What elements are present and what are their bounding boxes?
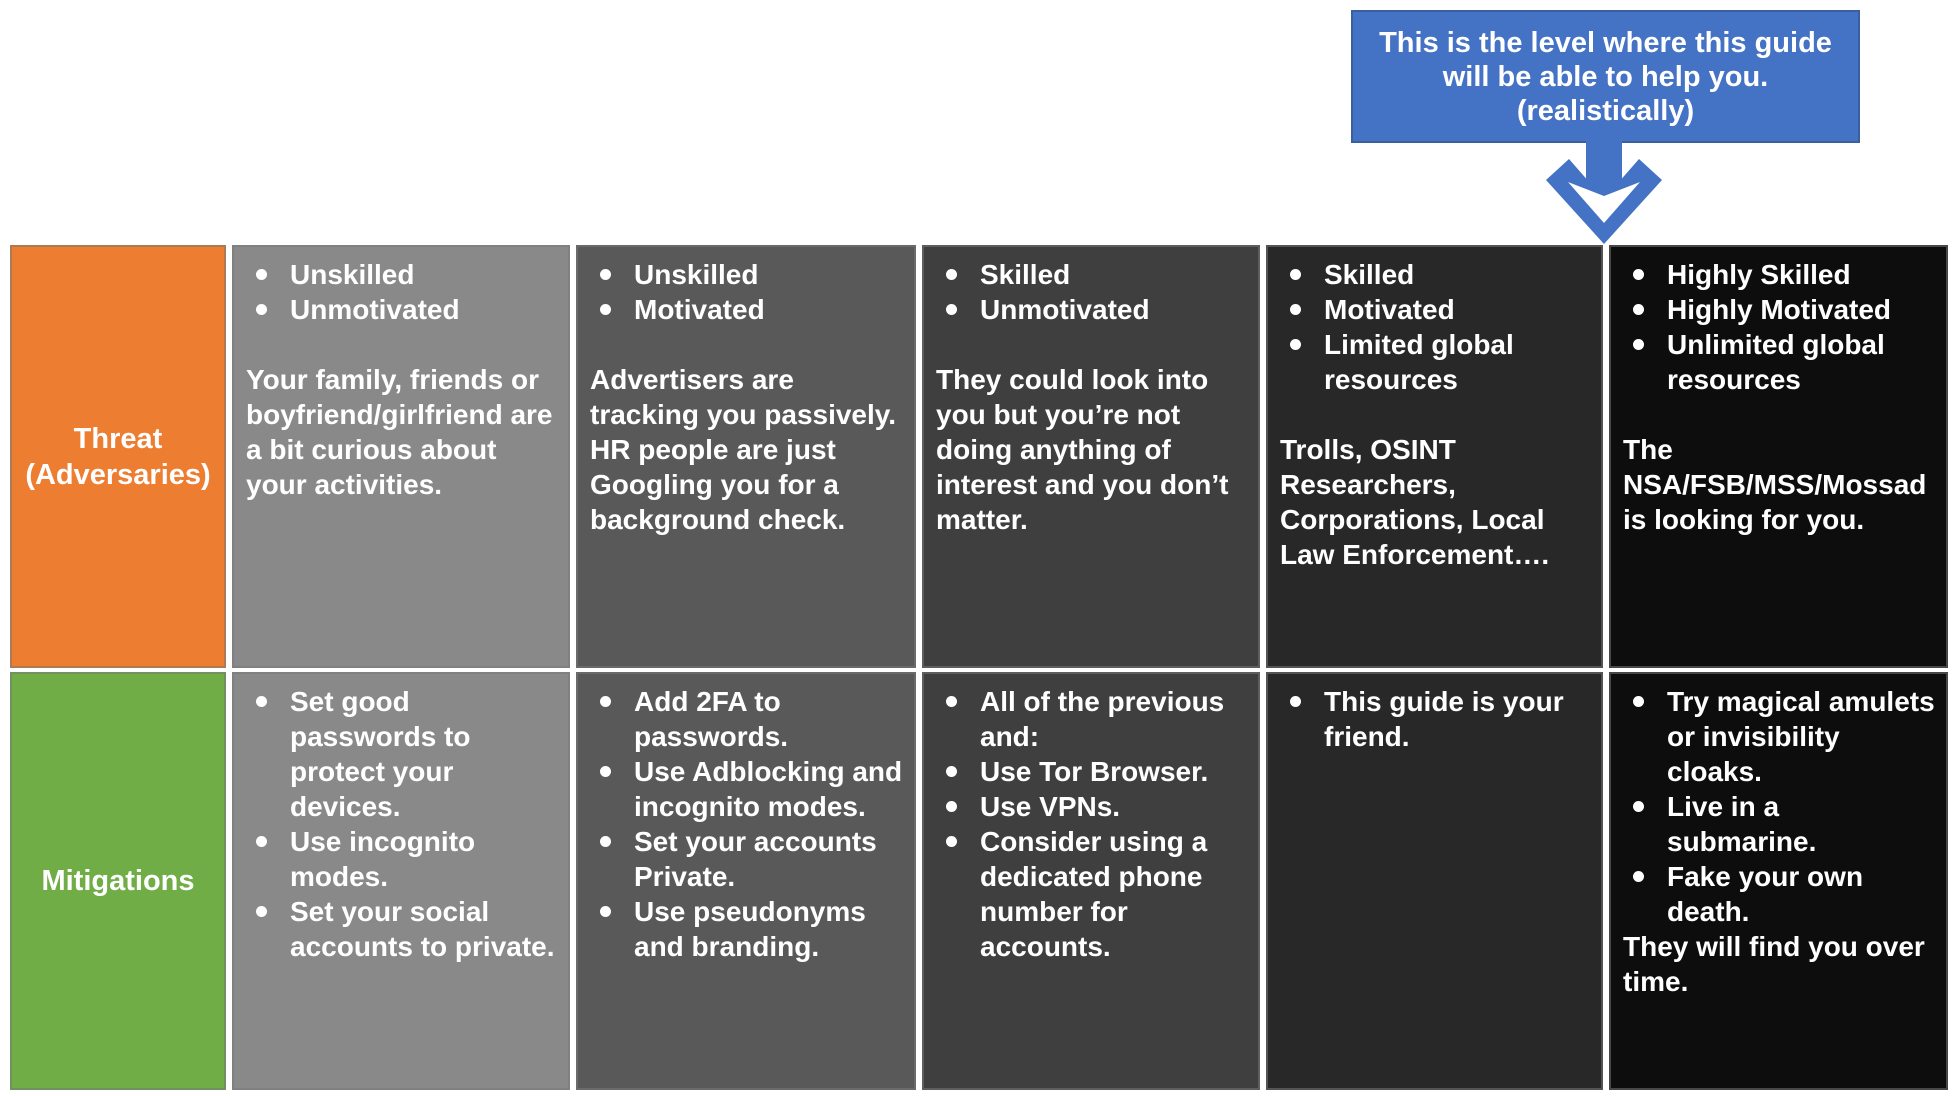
bullet-item: Unmotivated <box>936 292 1248 327</box>
callout-line-3: (realistically) <box>1516 94 1695 127</box>
bullet-item: Motivated <box>590 292 904 327</box>
bullet-item: Highly Motivated <box>1623 292 1936 327</box>
cell-paragraph: Your family, friends or boyfriend/girlfriend are a bit curious about your activities. <box>246 364 553 500</box>
mitigation-cell-level-1 <box>232 672 570 1090</box>
bullet-item: Skilled <box>936 257 1248 292</box>
threat-bullet-list-1 <box>246 257 558 327</box>
callout-box <box>1351 10 1860 143</box>
callout-line-2: will be able to help you. <box>1442 60 1769 93</box>
threat-bullet-list-3 <box>936 257 1248 327</box>
threat-cell-level-1 <box>232 245 570 668</box>
bullet-item: Use Tor Browser. <box>936 754 1248 789</box>
bullet-item: All of the previous and: <box>936 684 1248 754</box>
mitigation-bullet-list-2 <box>590 684 904 964</box>
down-arrow-icon <box>1538 141 1670 245</box>
mitigation-cell-level-5 <box>1609 672 1948 1090</box>
mitigation-bullet-list-1 <box>246 684 558 964</box>
mitigation-cell-level-3 <box>922 672 1260 1090</box>
threat-bullet-list-5 <box>1623 257 1936 397</box>
bullet-item: This guide is your friend. <box>1280 684 1591 754</box>
cell-paragraph: Trolls, OSINT Researchers, Corporations, Local Law Enforcement…. <box>1280 434 1550 570</box>
mitigation-cell-level-4 <box>1266 672 1603 1090</box>
threat-cell-level-2 <box>576 245 916 668</box>
threat-cell-level-3 <box>922 245 1260 668</box>
threat-bullet-list-4 <box>1280 257 1591 397</box>
threat-model-table <box>10 245 1948 1090</box>
bullet-item: Unskilled <box>590 257 904 292</box>
bullet-item: Fake your own death. <box>1623 859 1936 929</box>
threat-header-cell: Threat (Adversaries) <box>10 245 226 668</box>
cell-paragraph: They will find you over time. <box>1623 931 1925 997</box>
bullet-item: Unlimited global resources <box>1623 327 1936 397</box>
mitigation-bullet-list-3 <box>936 684 1248 964</box>
bullet-item: Try magical amulets or invisibility cloaks. <box>1623 684 1936 789</box>
bullet-item: Limited global resources <box>1280 327 1591 397</box>
threat-cell-level-5 <box>1609 245 1948 668</box>
bullet-item: Set your accounts Private. <box>590 824 904 894</box>
cell-paragraph: They could look into you but you’re not doing anything of interest and you don’t matter. <box>936 364 1229 535</box>
bullet-item: Add 2FA to passwords. <box>590 684 904 754</box>
bullet-item: Set your social accounts to private. <box>246 894 558 964</box>
mitigation-bullet-list-5 <box>1623 684 1936 929</box>
bullet-item: Use pseudonyms and branding. <box>590 894 904 964</box>
mitigation-cell-level-2 <box>576 672 916 1090</box>
threat-bullet-list-2 <box>590 257 904 327</box>
bullet-item: Motivated <box>1280 292 1591 327</box>
bullet-item: Skilled <box>1280 257 1591 292</box>
bullet-item: Set good passwords to protect your devices. <box>246 684 558 824</box>
bullet-item: Use Adblocking and incognito modes. <box>590 754 904 824</box>
bullet-item: Consider using a dedicated phone number for accounts. <box>936 824 1248 964</box>
bullet-item: Live in a submarine. <box>1623 789 1936 859</box>
mitigations-header-cell: Mitigations <box>10 672 226 1090</box>
mitigation-bullet-list-4 <box>1280 684 1591 754</box>
bullet-item: Highly Skilled <box>1623 257 1936 292</box>
cell-paragraph: The NSA/FSB/MSS/Mossad is looking for you. <box>1623 434 1927 535</box>
cell-paragraph: Advertisers are tracking you passively. HR people are just Googling you for a background check. <box>590 364 897 535</box>
callout-line-1: This is the level where this guide <box>1379 26 1832 59</box>
bullet-item: Unmotivated <box>246 292 558 327</box>
bullet-item: Use VPNs. <box>936 789 1248 824</box>
threat-cell-level-4 <box>1266 245 1603 668</box>
bullet-item: Unskilled <box>246 257 558 292</box>
bullet-item: Use incognito modes. <box>246 824 558 894</box>
